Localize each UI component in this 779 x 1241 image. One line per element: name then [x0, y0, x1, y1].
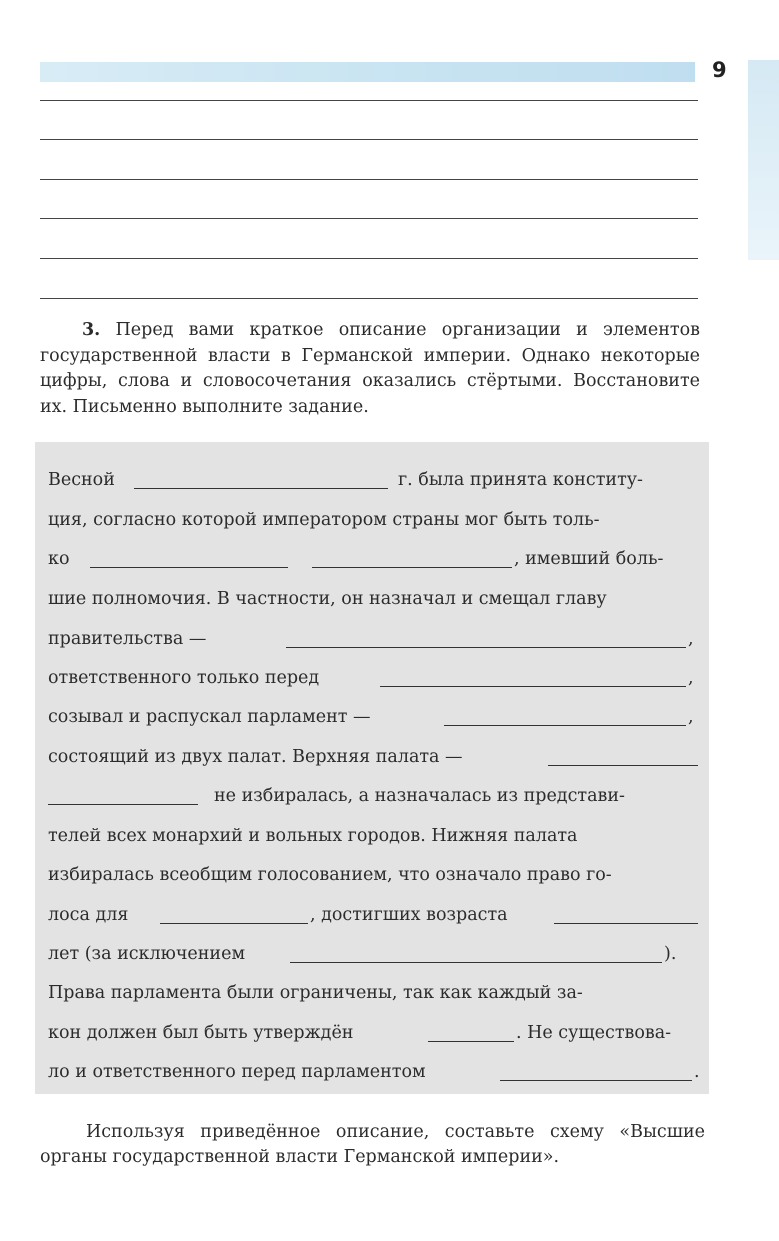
- fill-blank[interactable]: [290, 962, 662, 963]
- box-line: [48, 697, 700, 737]
- box-line: [48, 776, 700, 816]
- answer-line[interactable]: [40, 298, 698, 299]
- box-line: [48, 460, 700, 500]
- box-text: Права парламента были ограничены, так как каждый за-: [48, 983, 583, 1003]
- box-text: . Не существова-: [516, 1023, 672, 1043]
- box-text: лет (за исключением: [48, 944, 246, 964]
- box-text: лоса для: [48, 905, 129, 925]
- box-text: ция, согласно которой императором страны мог быть толь-: [48, 510, 600, 530]
- answer-line[interactable]: [40, 100, 698, 101]
- fill-blank[interactable]: [286, 647, 686, 648]
- fill-blank[interactable]: [428, 1041, 514, 1042]
- box-line: [48, 539, 700, 579]
- fill-blank[interactable]: [134, 488, 388, 489]
- answer-line[interactable]: [40, 179, 698, 180]
- box-text: Весной: [48, 470, 115, 490]
- task-text: Перед вами краткое описание организации и элементов государственной власти в Германской империи. Однако некоторые цифры, слова и словосочетания оказались стёртыми. Восстановите их. Письменно выполните задание.: [40, 320, 700, 417]
- box-line: [48, 619, 700, 659]
- task-description: [40, 318, 700, 420]
- box-text: шие полномочия. В частности, он назначал и смещал главу: [48, 589, 607, 609]
- box-line: [48, 658, 700, 698]
- box-line: [48, 816, 700, 856]
- box-line: [48, 973, 700, 1013]
- box-text: ,: [688, 668, 694, 688]
- box-text: .: [694, 1062, 700, 1082]
- header-band: [40, 62, 695, 82]
- box-text: ,: [688, 629, 694, 649]
- answer-line[interactable]: [40, 139, 698, 140]
- box-text: правительства —: [48, 629, 207, 649]
- box-line: [48, 934, 700, 974]
- box-line: [48, 500, 700, 540]
- fill-blank[interactable]: [90, 567, 288, 568]
- box-text: созывал и распускал парламент —: [48, 707, 371, 727]
- box-line: [48, 895, 700, 935]
- fill-blank[interactable]: [48, 804, 198, 805]
- task-number: 3.: [82, 320, 101, 340]
- box-line: [48, 579, 700, 619]
- box-text: ).: [664, 944, 677, 964]
- box-text: состоящий из двух палат. Верхняя палата —: [48, 747, 463, 767]
- box-text: избиралась всеобщим голосованием, что означало право го-: [48, 865, 612, 885]
- answer-line[interactable]: [40, 218, 698, 219]
- box-text: , достигших возраста: [310, 905, 508, 925]
- page-number: 9: [712, 58, 727, 82]
- fill-blank[interactable]: [554, 923, 698, 924]
- box-line: [48, 737, 700, 777]
- side-tab: [748, 60, 779, 260]
- fill-blank[interactable]: [380, 686, 686, 687]
- box-text: ко: [48, 549, 70, 569]
- fill-blank[interactable]: [160, 923, 308, 924]
- box-line: [48, 1013, 700, 1053]
- box-line: [48, 855, 700, 895]
- box-text: г. была принята конститу-: [398, 470, 643, 490]
- footer-instruction: Используя приведённое описание, составьте схему «Высшие органы государственной власти Германской империи».: [40, 1122, 705, 1167]
- fill-blank[interactable]: [548, 765, 698, 766]
- box-text: ло и ответственного перед парламентом: [48, 1062, 426, 1082]
- fill-blank[interactable]: [444, 725, 686, 726]
- box-text: кон должен был быть утверждён: [48, 1023, 354, 1043]
- box-text: телей всех монархий и вольных городов. Нижняя палата: [48, 826, 578, 846]
- box-text: не избиралась, а назначалась из представи-: [214, 786, 625, 806]
- box-text: , имевший боль-: [514, 549, 664, 569]
- fill-blank[interactable]: [500, 1080, 692, 1081]
- box-text: ответственного только перед: [48, 668, 320, 688]
- box-text: ,: [688, 707, 694, 727]
- answer-line[interactable]: [40, 258, 698, 259]
- box-line: [48, 1052, 700, 1092]
- fill-blank[interactable]: [312, 567, 512, 568]
